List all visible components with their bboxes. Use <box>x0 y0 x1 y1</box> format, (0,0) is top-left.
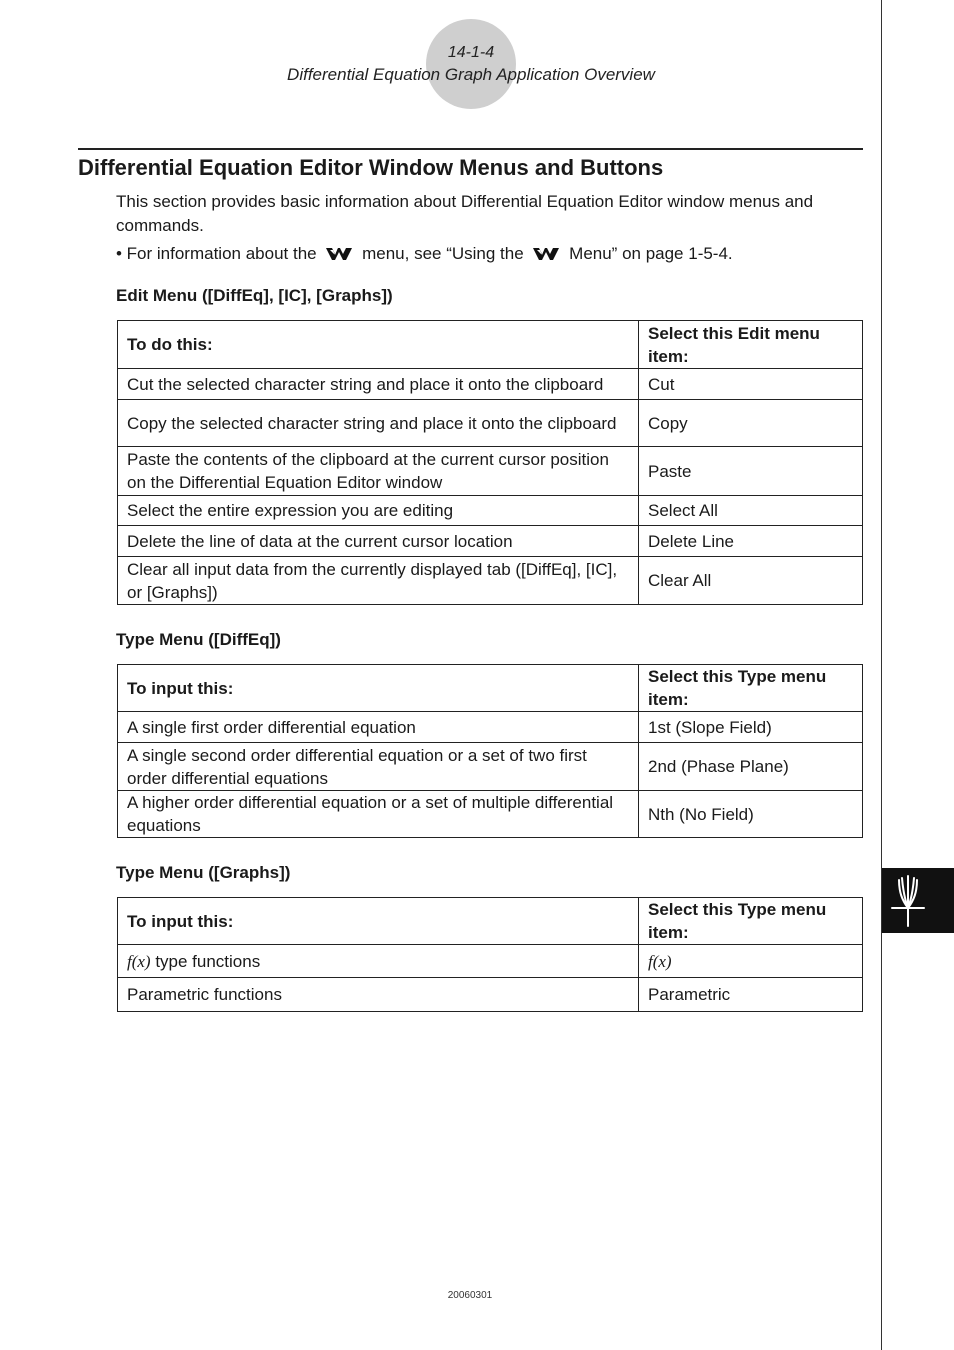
cell-text: type functions <box>150 951 261 971</box>
table-cell: Select All <box>639 496 863 526</box>
column-header: To do this: <box>118 321 639 369</box>
table-cell: Cut <box>639 369 863 400</box>
table-cell: Cut the selected character string and place it onto the clipboard <box>118 369 639 400</box>
table-header-row <box>118 665 863 712</box>
table-header-row <box>118 898 863 945</box>
section-rule <box>78 148 863 150</box>
table-cell: Parametric functions <box>118 978 639 1012</box>
table-cell: Delete the line of data at the current cursor location <box>118 526 639 557</box>
bullet-note <box>116 242 733 266</box>
column-header: Select this Edit menu item: <box>639 321 863 369</box>
bullet-middle: menu, see “Using the <box>362 244 524 263</box>
intro-paragraph: This section provides basic information about Differential Equation Editor window menus and commands. <box>116 192 814 235</box>
table-row <box>118 400 863 447</box>
bullet-suffix: Menu” on page 1-5-4. <box>569 244 733 263</box>
table-cell: 2nd (Phase Plane) <box>639 743 863 791</box>
diff-eq-app-icon <box>888 872 928 930</box>
table-cell: Copy <box>639 400 863 447</box>
table-cell: Clear All <box>639 557 863 605</box>
edit-menu-table <box>117 320 863 605</box>
table-cell: A single first order differential equation <box>118 712 639 743</box>
table-cell: Nth (No Field) <box>639 791 863 838</box>
type-menu-diffeq-table <box>117 664 863 838</box>
table-row <box>118 557 863 605</box>
app-menu-icon <box>532 246 560 262</box>
type-menu-graphs-heading: Type Menu ([Graphs]) <box>116 863 291 882</box>
footer-code: 20060301 <box>447 1290 493 1301</box>
table-cell: Copy the selected character string and place it onto the clipboard <box>118 400 639 447</box>
column-header: To input this: <box>118 665 639 712</box>
type-menu-diffeq-heading: Type Menu ([DiffEq]) <box>116 630 281 649</box>
table-row <box>118 369 863 400</box>
bullet-prefix: • For information about the <box>116 244 317 263</box>
table-cell: Paste <box>639 447 863 496</box>
table-row <box>118 496 863 526</box>
table-header-row <box>118 321 863 369</box>
column-header: Select this Type menu item: <box>639 898 863 945</box>
type-menu-graphs-table <box>117 897 863 1012</box>
table-cell: A single second order differential equation or a set of two first order differential equations <box>118 743 639 791</box>
section-title: Differential Equation Editor Window Menus and Buttons <box>78 155 664 180</box>
table-cell: Select the entire expression you are editing <box>118 496 639 526</box>
table-cell: Parametric <box>639 978 863 1012</box>
table-cell: 1st (Slope Field) <box>639 712 863 743</box>
table-cell: Clear all input data from the currently displayed tab ([DiffEq], [IC], or [Graphs]) <box>118 557 639 605</box>
app-menu-icon <box>325 246 353 262</box>
table-row <box>118 743 863 791</box>
page-number-badge <box>426 19 516 109</box>
right-margin-rule <box>881 0 882 1350</box>
page-number: 14-1-4 <box>447 44 495 61</box>
table-row <box>118 978 863 1012</box>
table-cell: Paste the contents of the clipboard at the current cursor position on the Differential Equation Editor window <box>118 447 639 496</box>
math-fx: f(x) <box>648 951 672 971</box>
edit-menu-heading: Edit Menu ([DiffEq], [IC], [Graphs]) <box>116 286 393 305</box>
table-row <box>118 526 863 557</box>
chapter-tab <box>882 868 954 933</box>
table-row <box>118 712 863 743</box>
table-row <box>118 447 863 496</box>
table-cell <box>639 945 863 978</box>
column-header: To input this: <box>118 898 639 945</box>
table-row <box>118 791 863 838</box>
table-cell <box>118 945 639 978</box>
table-cell: A higher order differential equation or a set of multiple differential equations <box>118 791 639 838</box>
page-subtitle: Differential Equation Graph Application Overview <box>287 65 655 84</box>
table-cell: Delete Line <box>639 526 863 557</box>
math-fx: f(x) <box>127 951 151 971</box>
table-row <box>118 945 863 978</box>
column-header: Select this Type menu item: <box>639 665 863 712</box>
